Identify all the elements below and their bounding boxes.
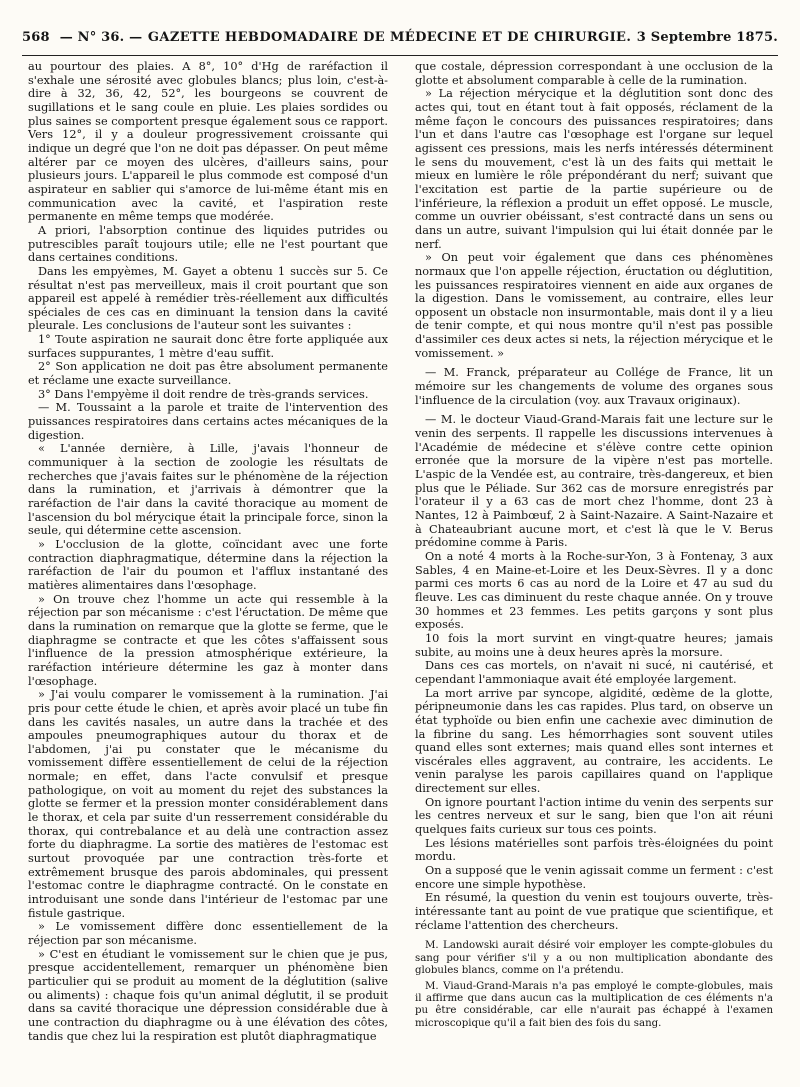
paragraph: Dans les empyèmes, M. Gayet a obtenu 1 succès sur 5. Ce résultat n'est pas merveilleux, mais il croit pourtant que son appareil est appelé à remédier très-réellement aux difficultés spéciales de ces cas en diminuant la tension dans la cavité pleurale. Les conclusions de l'auteur sont les suivantes : <box>28 264 388 333</box>
paragraph: — M. Toussaint a la parole et traite de l'intervention des puissances respiratoires dans certains actes mécaniques de la digestion. <box>28 401 388 442</box>
header-rule <box>22 55 778 56</box>
right-column <box>415 60 773 1030</box>
paragraph: 10 fois la mort survint en vingt-quatre heures; jamais subite, au moins une à deux heures après la morsure. <box>415 631 773 659</box>
paragraph: « L'année dernière, à Lille, j'avais l'honneur de communiquer à la section de zoologie les résultats de recherches que j'avais faites sur le phénomène de la réjection dans la rumination, et j'arrivais à démontrer que la raréfaction de l'air dans la cavité thoracique au moment de l'ascension du bol mérycique était la principale force, sinon la seule, qui détermine cette ascension. <box>28 442 388 538</box>
paragraph: » L'occlusion de la glotte, coïncidant avec une forte contraction diaphragmatique, détermine dans la réjection la raréfaction de l'air du poumon et l'afflux instantané des matières alimentaires dans l'œsophage. <box>28 537 388 592</box>
conclusion-item: 3° Dans l'empyème il doit rendre de très-grands services. <box>38 387 369 401</box>
page-number: 568 <box>22 30 50 45</box>
left-column <box>28 60 388 1043</box>
issue-date: 3 Septembre 1875. <box>636 30 778 45</box>
paragraph: » C'est en étudiant le vomissement sur le chien que je pus, presque accidentellement, remarquer un phénomène bien particulier qui se produit au moment de la déglutition (salive ou aliments) : chaque fois qu'un animal déglutit, il se produit dans sa cavité thoracique une dépression considérable due à une contraction du diaphragme ou à une élévation des côtes, tandis que chez lui la respiration est plutôt diaphragmatique <box>28 947 388 1043</box>
paragraph: Les lésions matérielles sont parfois très-éloignées du point mordu. <box>415 836 773 864</box>
conclusion-item: 2° Son application ne doit pas être absolument permanente et réclame une exacte surveillance. <box>28 360 388 388</box>
paragraph-small: M. Viaud-Grand-Marais n'a pas employé le compte-globules, mais il affirme que dans aucun cas la multiplication de ces éléments n'a pu être considérable, car elle n'aurait pas échappé à l'examen microscopique qu'il a fait bien des fois du sang. <box>415 980 773 1029</box>
paragraph: que costale, dépression correspondant à une occlusion de la glotte et absolument comparable à celle de la rumination. <box>415 60 773 87</box>
paragraph: » On trouve chez l'homme un acte qui ressemble à la réjection par son mécanisme : c'est l'éructation. De même que dans la rumination on remarque que la glotte se ferme, que le diaphragme se contracte et que les côtes s'affaissent sous l'influence de la pression atmosphérique extérieure, la raréfaction intérieure détermine les gaz à monter dans l'œsophage. <box>28 592 388 688</box>
paragraph: On a supposé que le venin agissait comme un ferment : c'est encore une simple hypothèse. <box>415 864 773 891</box>
paragraph: — M. Franck, préparateur au Collége de France, lit un mémoire sur les changements de volume des organes sous l'influence de la circulation (voy. aux Travaux originaux). <box>415 366 773 407</box>
paragraph: » J'ai voulu comparer le vomissement à la rumination. J'ai pris pour cette étude le chien, et après avoir placé un tube fin dans les cavités nasales, un autre dans la trachée et des ampoules pneumographiques autour du thorax et de l'abdomen, j'ai pu constater que le mécanisme du vomissement diffère essentiellement de celui de la réjection normale; en effet, dans l'acte convulsif et presque pathologique, on voit au moment du rejet des substances la glotte se fermer et la pression monter considérablement dans le thorax, et cela par suite d'un resserrement considérable du thorax, qui contrebalance et au delà une contraction assez forte du diaphragme. La sortie des matières de l'estomac est surtout provoquée par une contraction très-forte et extrêmement brusque des parois abdominales, qui pressent l'estomac contre le diaphragme contracté. On le constate en introduisant une sonde dans l'intérieur de l'estomac par une fistule gastrique. <box>28 688 388 920</box>
paragraph: » La réjection mérycique et la déglutition sont donc des actes qui, tout en étant tout à fait opposés, réclament de la même façon le concours des puissances respiratoires; dans l'un et dans l'autre cas l'œsophage est l'organe sur lequel agissent ces pressions, mais les nerfs intéressés déterminent le sens du mouvement, c'est là un des faits qui mettait le mieux en lumière le rôle prépondérant du nerf; suivant que l'excitation est partie de la partie supérieure ou de l'inférieure, la réflexion a produit un effet opposé. Le muscle, comme un ouvrier obéissant, s'est contracté dans un sens ou dans un autre, suivant l'impulsion qui lui était donnée par le nerf. <box>415 87 773 251</box>
page-header <box>22 30 778 52</box>
conclusion-item: 1° Toute aspiration ne saurait donc être forte appliquée aux surfaces suppurantes, 1 mètre d'eau suffit. <box>28 333 388 360</box>
paragraph: » Le vomissement diffère donc essentiellement de la réjection par son mécanisme. <box>28 920 388 947</box>
issue-number: — N° 36. — <box>59 30 143 45</box>
paragraph: On a noté 4 morts à la Roche-sur-Yon, 3 à Fontenay, 3 aux Sables, 4 en Maine-et-Loire et les Deux-Sèvres. Il y a donc parmi ces morts 6 cas au nord de la Loire et 47 au sud du fleuve. Les cas diminuent du reste chaque année. On y trouve 30 hommes et 23 femmes. Les petits garçons y sont plus exposés. <box>415 549 773 632</box>
paragraph: » On peut voir également que dans ces phénomènes normaux que l'on appelle réjection, éructation ou déglutition, les puissances respiratoires viennent en aide aux organes de la digestion. Dans le vomissement, au contraire, elles leur opposent un obstacle non insurmontable, mais dont il y a lieu de tenir compte, et qui nous montre qu'il n'est pas possible d'assimiler ces deux actes si nets, la réjection mérycique et le vomissement. » <box>415 251 773 360</box>
paragraph: au pourtour des plaies. A 8°, 10° d'Hg de raréfaction il s'exhale une sérosité avec globules blancs; plus loin, c'est-à-dire à 32, 36, 42, 52°, les bourgeons se couvrent de sugillations et le sang coule en pluie. Les plaies sordides ou plus saines se comportent presque également sous ce rapport. Vers 12°, il y a douleur progressivement croissante qui indique un degré que l'on ne doit pas dépasser. On peut même altérer par ce moyen des ulcères, d'ailleurs sains, pour plusieurs jours. L'appareil le plus commode est composé d'un aspirateur en sablier qui s'amorce de lui-même étant mis en communication avec la cavité, et l'aspiration reste permanente en même temps que modérée. <box>28 60 388 224</box>
paragraph-small: M. Landowski aurait désiré voir employer les compte-globules du sang pour vérifier s'il y a ou non multiplication abondante des globules blancs, comme on l'a prétendu. <box>415 940 773 976</box>
paragraph: — M. le docteur Viaud-Grand-Marais fait une lecture sur le venin des serpents. Il rappelle les discussions intervenues à l'Académie de médecine et s'élève contre cette opinion erronée que la morsure de la vipère n'est pas mortelle. L'aspic de la Vendée est, au contraire, très-dangereux, et bien plus que le Péliade. Sur 362 cas de morsure enregistrés par l'orateur il y a 63 cas de mort chez l'homme, dont 23 à Nantes, 12 à Paimbœuf, 2 à Saint-Nazaire. A Saint-Nazaire et à Chateaubriant aucune mort, et c'est là que le V. Berus prédomine comme à Paris. <box>415 413 773 550</box>
journal-title: GAZETTE HEBDOMADAIRE DE MÉDECINE ET DE CHIRURGIE. <box>147 30 632 45</box>
paragraph: En résumé, la question du venin est toujours ouverte, très-intéressante tant au point de vue pratique que scientifique, et réclame l'attention des chercheurs. <box>415 891 773 932</box>
paragraph: Dans ces cas mortels, on n'avait ni sucé, ni cautérisé, et cependant l'ammoniaque avait été employée largement. <box>415 659 773 686</box>
paragraph: A priori, l'absorption continue des liquides putrides ou putrescibles paraît toujours utile; elle ne l'est pourtant que dans certaines conditions. <box>28 223 388 265</box>
paragraph: On ignore pourtant l'action intime du venin des serpents sur les centres nerveux et sur le sang, bien que l'on ait réuni quelques faits curieux sur tous ces points. <box>415 795 773 837</box>
paragraph: La mort arrive par syncope, algidité, œdème de la glotte, péripneumonie dans les cas rapides. Plus tard, on observe un état typhoïde ou bien enfin une cachexie avec diminution de la fibrine du sang. Les hémorrhagies sont souvent utiles quand elles sont externes; mais quand elles sont internes et viscérales elles aggravent, au contraire, les accidents. Le venin paralyse les parois capillaires quand on l'applique directement sur elles. <box>415 686 773 796</box>
